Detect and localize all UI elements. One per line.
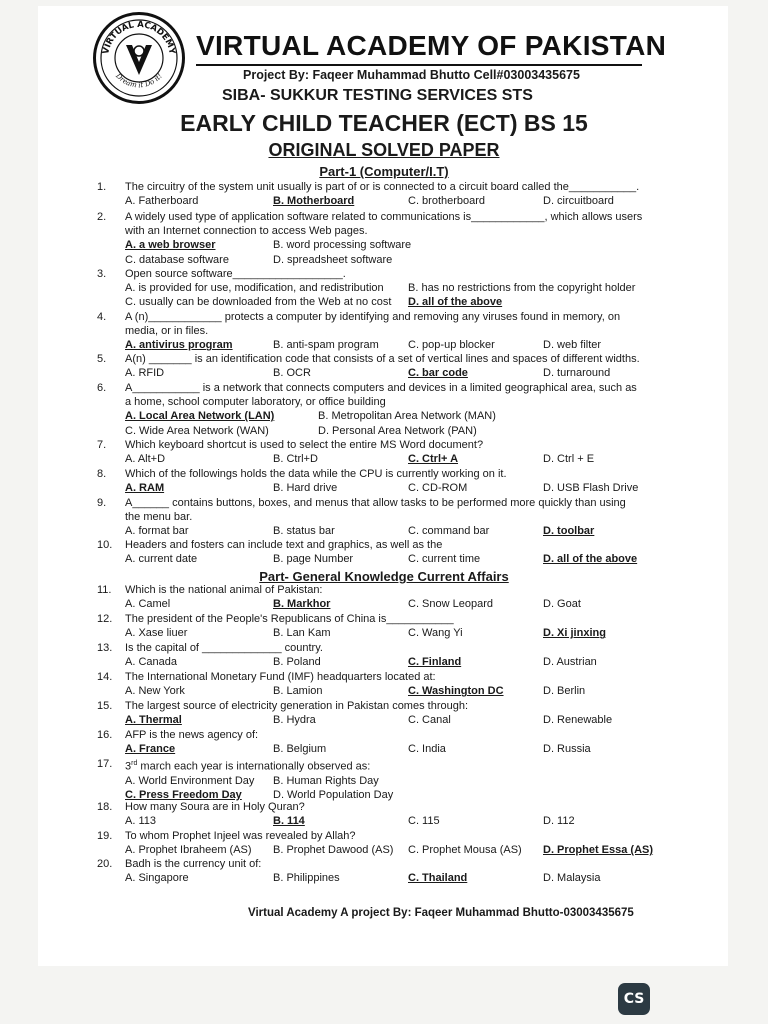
answer-option: A. RFID bbox=[125, 367, 165, 380]
answer-option: D. spreadsheet software bbox=[273, 253, 393, 266]
answer-option: A. Alt+D bbox=[125, 453, 166, 466]
answer-option: C. Snow Leopard bbox=[408, 598, 493, 611]
option-row bbox=[125, 871, 665, 885]
correct-answer-option: D. all of the above bbox=[543, 553, 638, 566]
answer-option: D. Austrian bbox=[543, 656, 597, 669]
answer-option: D. web filter bbox=[543, 339, 602, 352]
correct-answer-option: D. Xi jinxing bbox=[543, 627, 606, 640]
correct-answer-option: A. France bbox=[125, 743, 176, 756]
answer-option: D. Russia bbox=[543, 743, 591, 756]
question-text: The circuitry of the system unit usually is part of or is connected to a circuit board called the___________. bbox=[125, 181, 640, 193]
correct-answer-option: C. Press Freedom Day bbox=[125, 789, 242, 802]
option-row bbox=[125, 409, 665, 423]
question-text: Which is the national animal of Pakistan: bbox=[125, 584, 323, 596]
answer-option: B. OCR bbox=[273, 367, 311, 380]
svg-text:VIRTUAL ACADEMY: VIRTUAL ACADEMY bbox=[101, 19, 177, 56]
answer-option: D. 112 bbox=[543, 815, 575, 828]
answer-option: D. World Population Day bbox=[273, 789, 394, 802]
answer-option: A. is provided for use, modification, and redistribution bbox=[125, 282, 384, 295]
option-row bbox=[125, 481, 665, 495]
testing-service-heading: SIBA- SUKKUR TESTING SERVICES STS bbox=[222, 87, 533, 104]
correct-answer-option: A. antivirus program bbox=[125, 339, 233, 352]
answer-option: C. CD-ROM bbox=[408, 482, 468, 495]
answer-option: C. database software bbox=[125, 253, 229, 266]
question-number: 10. bbox=[97, 539, 113, 551]
correct-answer-option: C. Ctrl+ A bbox=[408, 453, 459, 466]
answer-option: C. Prophet Mousa (AS) bbox=[408, 844, 522, 857]
question-number: 8. bbox=[97, 468, 107, 480]
answer-option: B. Metropolitan Area Network (MAN) bbox=[318, 410, 496, 423]
question-text: Headers and fosters can include text and graphics, as well as the bbox=[125, 539, 443, 551]
section-heading-computer: Part-1 (Computer/I.T) bbox=[319, 164, 449, 179]
academy-logo bbox=[93, 12, 185, 104]
option-row bbox=[125, 713, 665, 727]
answer-option: D. Personal Area Network (PAN) bbox=[318, 424, 477, 437]
question-text: A (n)____________ protects a computer by identifying and removing any viruses found in memory, on bbox=[125, 311, 621, 323]
question-number: 15. bbox=[97, 700, 113, 712]
question-number: 3. bbox=[97, 268, 107, 280]
answer-option: C. Wang Yi bbox=[408, 627, 463, 640]
question-text: A___________ is a network that connects computers and devices in a limited geographical area, such as bbox=[125, 382, 637, 394]
answer-option: B. status bar bbox=[273, 525, 335, 538]
question-text: the menu bar. bbox=[125, 511, 193, 524]
correct-answer-option: D. toolbar bbox=[543, 525, 595, 538]
question-number: 18. bbox=[97, 801, 113, 813]
question-text: A(n) _______ is an identification code that consists of a set of vertical lines and spaces of different widths. bbox=[125, 353, 640, 365]
question-number: 6. bbox=[97, 382, 107, 394]
paper-subtitle: ORIGINAL SOLVED PAPER bbox=[268, 140, 500, 160]
question-number: 4. bbox=[97, 311, 107, 323]
answer-option: D. Goat bbox=[543, 598, 581, 611]
camscanner-badge[interactable]: CS bbox=[618, 983, 650, 1015]
answer-option: D. turnaround bbox=[543, 367, 611, 380]
question-text: A widely used type of application software related to communications is____________, which allows users bbox=[125, 211, 643, 223]
answer-option: A. New York bbox=[125, 685, 185, 698]
question-text: Badh is the currency unit of: bbox=[125, 858, 262, 870]
option-row bbox=[125, 742, 665, 756]
option-row bbox=[125, 338, 665, 352]
correct-answer-option: C. Finland bbox=[408, 656, 462, 669]
answer-option: C. usually can be downloaded from the Web at no cost bbox=[125, 296, 392, 309]
answer-option: A. Singapore bbox=[125, 872, 189, 885]
question-text: To whom Prophet Injeel was revealed by Allah? bbox=[125, 830, 356, 842]
option-row bbox=[125, 295, 665, 309]
answer-option: D. Malaysia bbox=[543, 872, 601, 885]
option-row bbox=[125, 366, 665, 380]
answer-option: A. current date bbox=[125, 553, 198, 566]
exam-title: EARLY CHILD TEACHER (ECT) BS 15 bbox=[180, 110, 588, 136]
answer-option: A. Xase liuer bbox=[125, 627, 188, 640]
option-row bbox=[125, 238, 665, 252]
option-row bbox=[125, 814, 665, 828]
svg-text:Dream it Do it!: Dream it Do it! bbox=[114, 71, 164, 90]
answer-option: C. 115 bbox=[408, 815, 440, 828]
question-number: 16. bbox=[97, 729, 113, 741]
question-number: 17. bbox=[97, 758, 113, 770]
project-line: Project By: Faqeer Muhammad Bhutto Cell#03003435675 bbox=[243, 68, 580, 82]
option-row bbox=[125, 684, 665, 698]
answer-option: D. Ctrl + E bbox=[543, 453, 595, 466]
option-row bbox=[125, 281, 665, 295]
answer-option: A. format bar bbox=[125, 525, 189, 538]
answer-option: C. India bbox=[408, 743, 446, 756]
correct-answer-option: C. bar code bbox=[408, 367, 468, 380]
correct-answer-option: A. RAM bbox=[125, 482, 165, 495]
answer-option: B. Lamion bbox=[273, 685, 323, 698]
question-text: The president of the People's Republicans of China is___________ bbox=[125, 613, 454, 625]
answer-option: B. Ctrl+D bbox=[273, 453, 318, 466]
correct-answer-option: A. a web browser bbox=[125, 239, 216, 252]
answer-option: A. Canada bbox=[125, 656, 177, 669]
answer-option: C. pop-up blocker bbox=[408, 339, 495, 352]
question-number: 9. bbox=[97, 497, 107, 509]
answer-option: B. Hard drive bbox=[273, 482, 338, 495]
question-text: 3rd march each year is internationally observed as: bbox=[125, 760, 371, 773]
question-text: Is the capital of _____________ country. bbox=[125, 642, 323, 654]
answer-option: B. Hydra bbox=[273, 714, 316, 727]
question-text: Which of the followings holds the data while the CPU is currently working on it. bbox=[125, 468, 507, 480]
option-row bbox=[125, 655, 665, 669]
answer-option: D. circuitboard bbox=[543, 195, 614, 208]
question-text: media, or in files. bbox=[125, 325, 209, 338]
answer-option: A. Fatherboard bbox=[125, 195, 199, 208]
answer-option: A. Prophet Ibraheem (AS) bbox=[125, 844, 252, 857]
correct-answer-option: C. Washington DC bbox=[408, 685, 504, 698]
question-text: AFP is the news agency of: bbox=[125, 729, 259, 741]
question-number: 7. bbox=[97, 439, 107, 451]
answer-option: C. command bar bbox=[408, 525, 490, 538]
question-text: Open source software__________________. bbox=[125, 268, 346, 280]
answer-option: D. Berlin bbox=[543, 685, 586, 698]
correct-answer-option: B. 114 bbox=[273, 815, 305, 828]
option-row bbox=[125, 843, 665, 857]
question-number: 19. bbox=[97, 830, 113, 842]
correct-answer-option: B. Motherboard bbox=[273, 195, 355, 208]
section-heading-general-knowledge: Part- General Knowledge Current Affairs bbox=[259, 569, 509, 584]
correct-answer-option: B. Markhor bbox=[273, 598, 331, 611]
option-row bbox=[125, 774, 665, 788]
title-underline bbox=[196, 64, 642, 66]
question-number: 5. bbox=[97, 353, 107, 365]
option-row bbox=[125, 552, 665, 566]
answer-option: B. Lan Kam bbox=[273, 627, 331, 640]
answer-option: C. brotherboard bbox=[408, 195, 486, 208]
answer-option: B. Poland bbox=[273, 656, 321, 669]
option-row bbox=[125, 424, 665, 438]
question-text: The largest source of electricity generation in Pakistan comes through: bbox=[125, 700, 469, 712]
option-row bbox=[125, 597, 665, 611]
question-number: 20. bbox=[97, 858, 113, 870]
question-number: 1. bbox=[97, 181, 107, 193]
question-text: Which keyboard shortcut is used to select the entire MS Word document? bbox=[125, 439, 484, 451]
option-row bbox=[125, 524, 665, 538]
answer-option: B. Philippines bbox=[273, 872, 340, 885]
option-row bbox=[125, 452, 665, 466]
answer-option: B. Belgium bbox=[273, 743, 327, 756]
question-number: 2. bbox=[97, 211, 107, 223]
question-text: How many Soura are in Holy Quran? bbox=[125, 801, 305, 813]
answer-option: C. current time bbox=[408, 553, 481, 566]
question-text: with an Internet connection to access Web pages. bbox=[125, 225, 368, 238]
correct-answer-option: C. Thailand bbox=[408, 872, 468, 885]
page-title: VIRTUAL ACADEMY OF PAKISTAN bbox=[196, 30, 667, 61]
answer-option: C. Wide Area Network (WAN) bbox=[125, 424, 269, 437]
answer-option: B. Human Rights Day bbox=[273, 774, 379, 787]
correct-answer-option: A. Thermal bbox=[125, 714, 182, 727]
answer-option: B. page Number bbox=[273, 553, 354, 566]
question-number: 14. bbox=[97, 671, 113, 683]
correct-answer-option: D. all of the above bbox=[408, 296, 503, 309]
question-text: A______ contains buttons, boxes, and menus that allow tasks to be performed more quickly than using bbox=[125, 497, 626, 509]
answer-option: B. has no restrictions from the copyright holder bbox=[408, 282, 636, 295]
answer-option: B. Prophet Dawood (AS) bbox=[273, 844, 394, 857]
question-number: 11. bbox=[97, 584, 112, 596]
answer-option: D. USB Flash Drive bbox=[543, 482, 639, 495]
correct-answer-option: D. Prophet Essa (AS) bbox=[543, 844, 654, 857]
correct-answer-option: A. Local Area Network (LAN) bbox=[125, 410, 275, 423]
option-row bbox=[125, 194, 665, 208]
answer-option: A. World Environment Day bbox=[125, 774, 255, 787]
answer-option: A. 113 bbox=[125, 815, 156, 828]
option-row bbox=[125, 626, 665, 640]
answer-option: B. anti-spam program bbox=[273, 339, 379, 352]
answer-option: D. Renewable bbox=[543, 714, 613, 727]
answer-option: C. Canal bbox=[408, 714, 451, 727]
question-text: The International Monetary Fund (IMF) headquarters located at: bbox=[125, 671, 436, 683]
answer-option: B. word processing software bbox=[273, 239, 412, 252]
question-number: 13. bbox=[97, 642, 113, 654]
footer-credit: Virtual Academy A project By: Faqeer Muhammad Bhutto-03003435675 bbox=[248, 907, 634, 919]
question-text: a home, school computer laboratory, or office building bbox=[125, 396, 386, 409]
option-row bbox=[125, 253, 665, 267]
answer-option: A. Camel bbox=[125, 598, 171, 611]
question-number: 12. bbox=[97, 613, 113, 625]
